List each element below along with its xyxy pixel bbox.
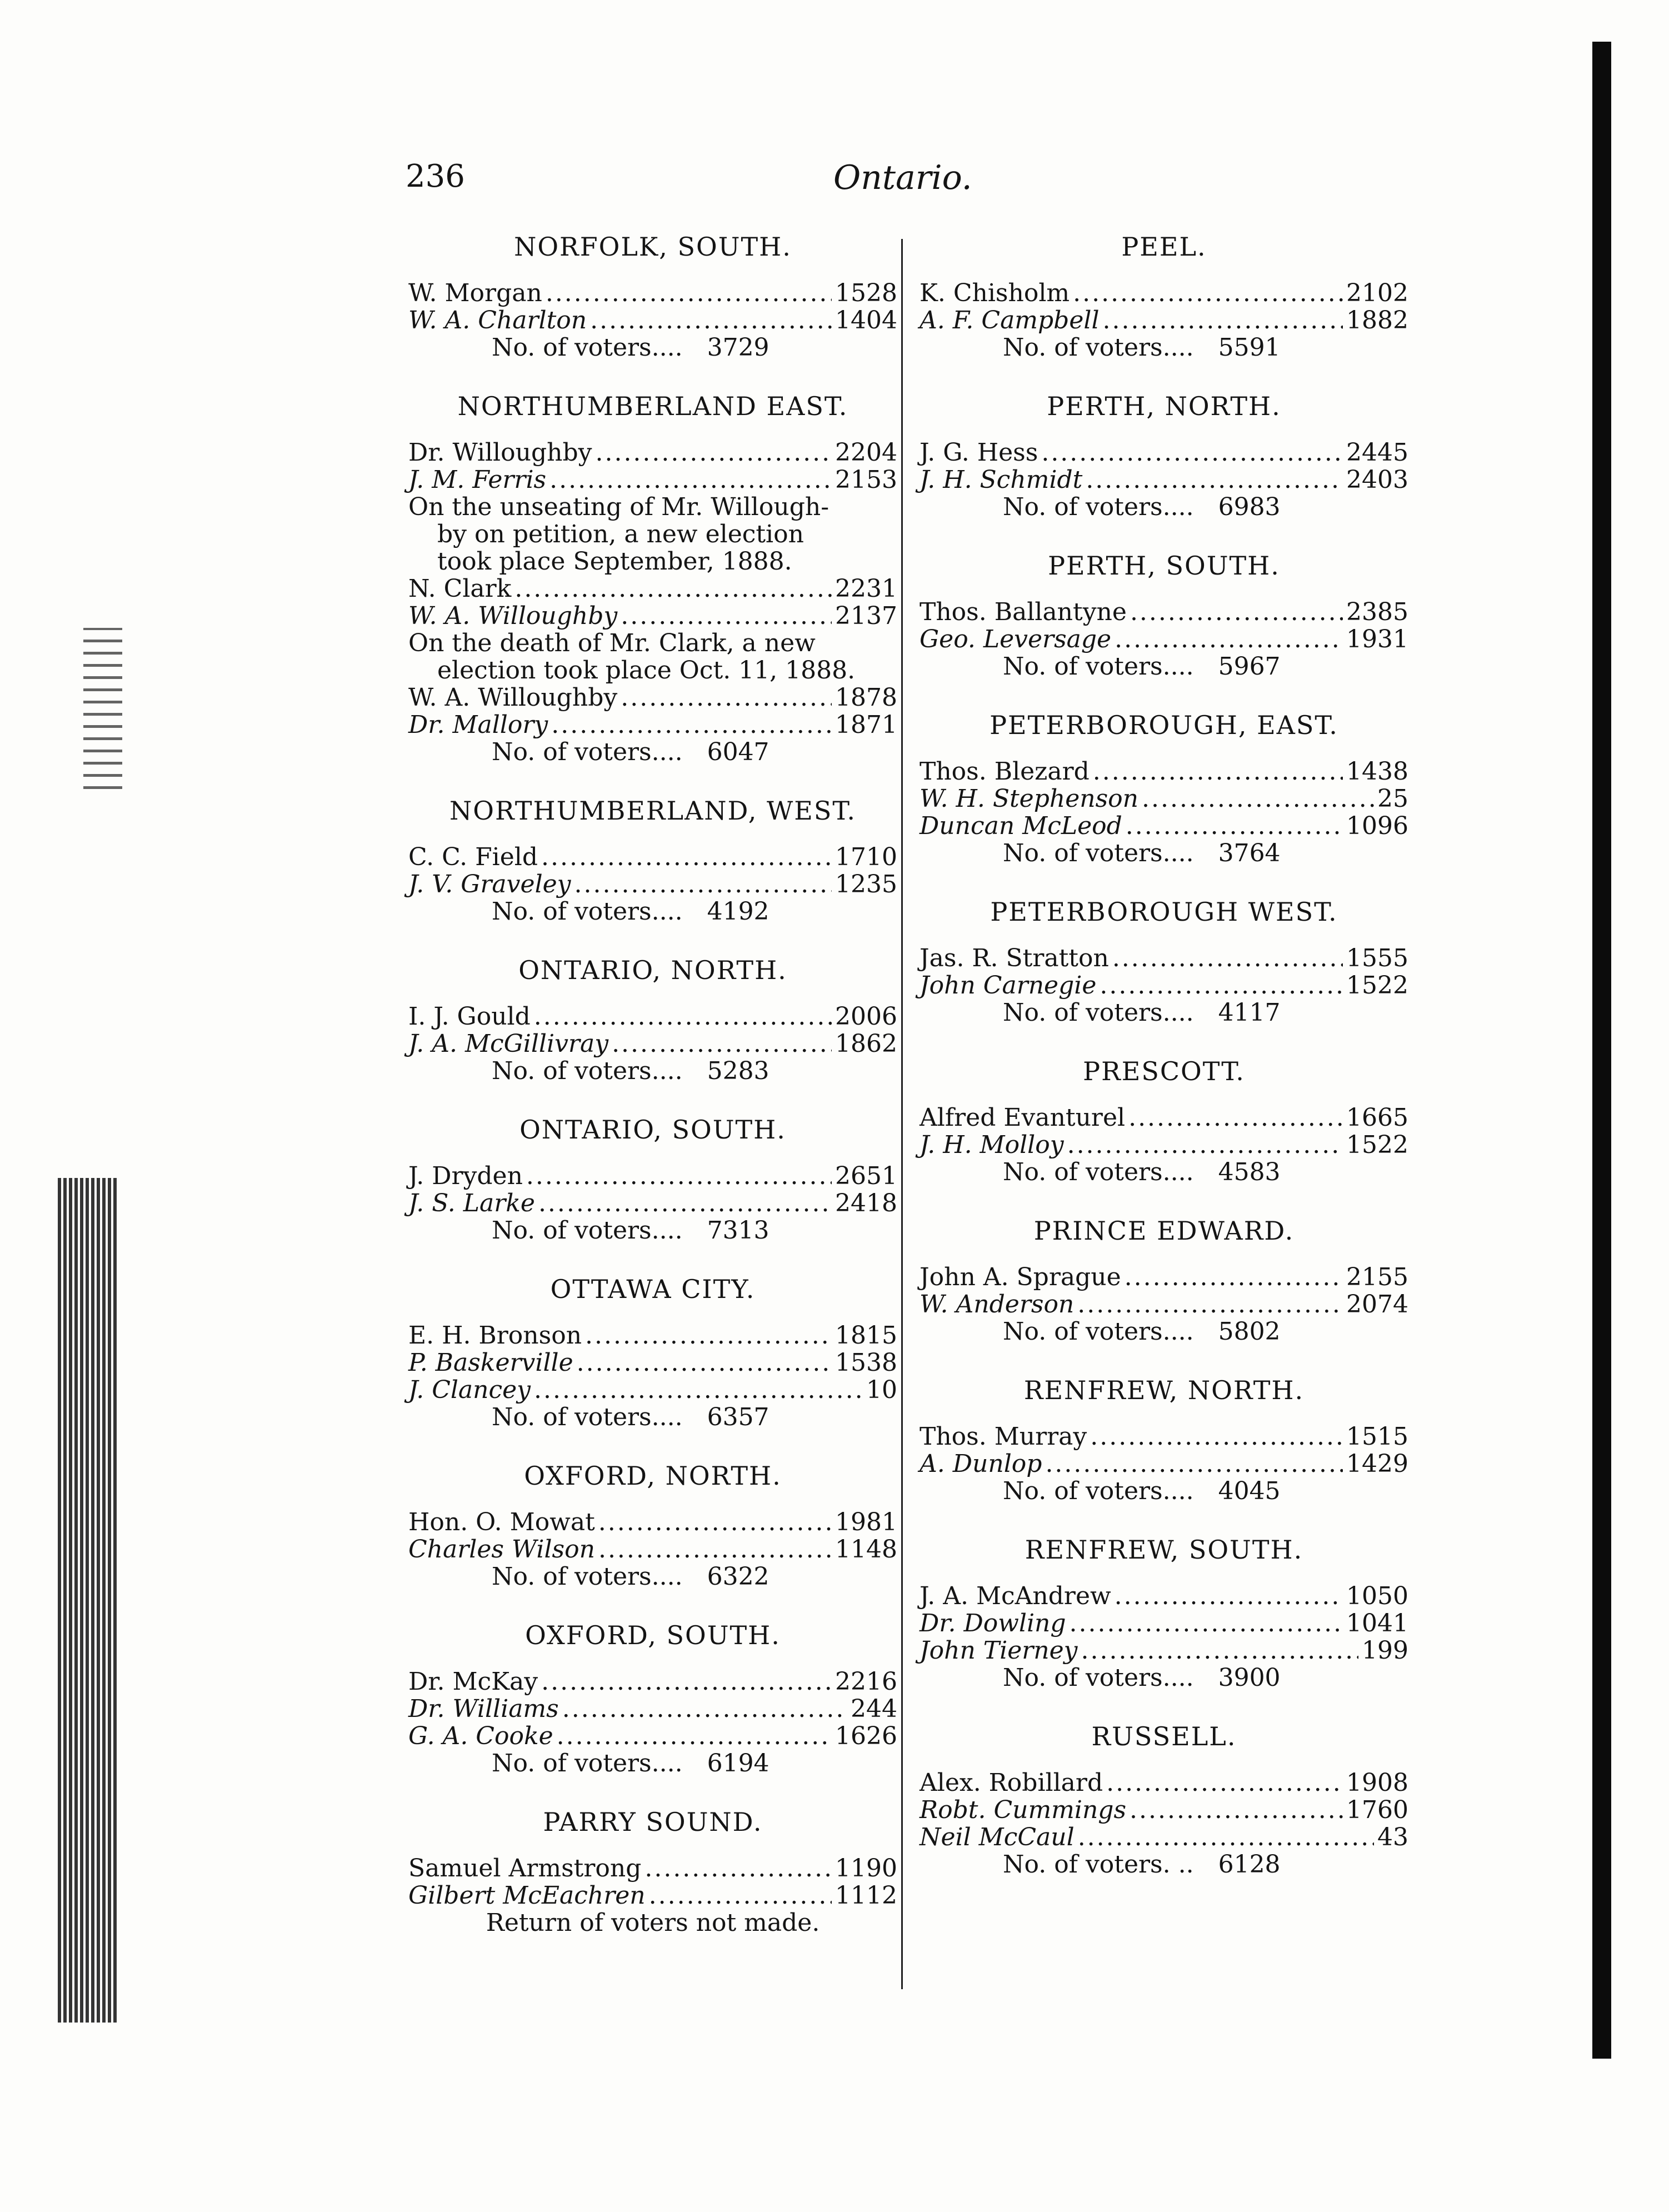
district-heading: NORTHUMBERLAND EAST. <box>457 391 848 421</box>
candidate-row <box>408 1030 897 1057</box>
voters-count: 7313 <box>707 1216 769 1245</box>
dot-leader <box>1078 1824 1374 1851</box>
candidate-name: Jas. R. Stratton <box>920 944 1109 972</box>
voters-total <box>920 1477 1408 1505</box>
candidate-name: J. V. Graveley <box>408 870 571 898</box>
candidate-row <box>920 1131 1408 1159</box>
candidate-name: W. A. Charlton <box>408 306 587 334</box>
district-ottawa-city <box>408 1273 897 1460</box>
vote-count: 1871 <box>835 711 897 739</box>
voters-total <box>408 1217 897 1244</box>
voters-total <box>408 1404 897 1431</box>
district-prescott <box>920 1055 1408 1215</box>
voters-total <box>920 1318 1408 1345</box>
candidate-name: Dr. Dowling <box>920 1609 1066 1637</box>
dot-leader <box>1112 945 1343 972</box>
candidate-name: W. Anderson <box>920 1290 1075 1319</box>
voters-label: No. of voters.... <box>1003 1317 1194 1346</box>
vote-count: 1528 <box>835 279 897 307</box>
district-heading: RENFREW, NORTH. <box>1023 1375 1305 1405</box>
candidate-row <box>408 871 897 898</box>
dot-leader <box>1093 758 1343 785</box>
voters-total <box>920 493 1408 521</box>
voters-total <box>920 1851 1408 1878</box>
dot-leader <box>1073 279 1343 307</box>
scan-marks-artifact <box>83 628 122 789</box>
dot-leader <box>649 1882 832 1909</box>
district-ontario-south <box>408 1114 897 1273</box>
dot-leader <box>595 439 832 466</box>
candidate-name: W. A. Willoughby <box>408 602 618 630</box>
vote-count: 1515 <box>1346 1422 1408 1451</box>
candidate-row <box>408 1855 897 1882</box>
dot-leader <box>1086 466 1343 493</box>
voters-total <box>408 1057 897 1085</box>
dot-leader <box>1125 1264 1343 1291</box>
candidate-row <box>408 1536 897 1563</box>
voters-label: No. of voters. .. <box>1003 1850 1194 1879</box>
candidate-row <box>920 1450 1408 1477</box>
candidate-name: Duncan McLeod <box>920 812 1122 840</box>
dot-leader <box>598 1509 832 1536</box>
candidate-row <box>408 1349 897 1376</box>
candidate-row <box>920 1610 1408 1637</box>
district-northumberland-east <box>408 390 897 795</box>
candidate-name: A. Dunlop <box>920 1450 1042 1478</box>
candidate-name: J. A. McAndrew <box>920 1582 1111 1610</box>
voters-total <box>920 1159 1408 1186</box>
candidate-row <box>408 711 897 738</box>
candidate-row <box>408 843 897 871</box>
candidate-name: Robt. Cummings <box>920 1796 1127 1824</box>
voters-total <box>920 999 1408 1026</box>
dot-leader <box>577 1349 832 1376</box>
dot-leader <box>1115 626 1343 653</box>
candidate-row <box>408 1003 897 1030</box>
vote-count: 1522 <box>1346 971 1408 1000</box>
vote-count: 1878 <box>835 683 897 712</box>
voters-count: 6983 <box>1218 493 1281 521</box>
candidate-name: W. A. Willoughby <box>408 683 618 712</box>
voters-label: No. of voters.... <box>492 333 683 362</box>
candidate-name: Dr. Mallory <box>408 711 548 739</box>
candidate-row <box>920 1423 1408 1450</box>
district-prince-edward <box>920 1215 1408 1374</box>
candidate-name: N. Clark <box>408 575 512 603</box>
vote-count: 2153 <box>835 466 897 494</box>
vote-count: 1041 <box>1346 1609 1408 1637</box>
district-heading: PEEL. <box>1121 232 1207 262</box>
district-heading: OXFORD, NORTH. <box>524 1461 782 1491</box>
vote-count: 1665 <box>1346 1103 1408 1132</box>
candidate-row <box>408 1722 897 1750</box>
voters-count: 3764 <box>1218 839 1281 867</box>
dot-leader <box>598 1536 832 1563</box>
voters-label: No. of voters.... <box>492 738 683 766</box>
vote-count: 1050 <box>1346 1582 1408 1610</box>
voters-total <box>408 898 897 925</box>
dot-leader <box>574 871 832 898</box>
vote-count: 1522 <box>1346 1131 1408 1159</box>
dot-leader <box>1142 785 1374 812</box>
candidate-row <box>920 466 1408 493</box>
candidate-row <box>920 1104 1408 1131</box>
candidate-row <box>408 1322 897 1349</box>
dot-leader <box>1067 1131 1343 1159</box>
candidate-row <box>920 598 1408 626</box>
district-parry-sound <box>408 1806 897 1965</box>
voters-label: No. of voters.... <box>1003 998 1194 1027</box>
voters-label: No. of voters.... <box>1003 333 1194 362</box>
vote-count: 1404 <box>835 306 897 334</box>
vote-count: 199 <box>1362 1636 1408 1665</box>
voters-label: No. of voters.... <box>1003 839 1194 867</box>
candidate-name: J. H. Molloy <box>920 1131 1064 1159</box>
scan-edge-artifact <box>58 1178 119 2023</box>
district-russell <box>920 1720 1408 1907</box>
candidate-name: J. M. Ferris <box>408 466 547 494</box>
dot-leader <box>546 279 832 307</box>
page-header <box>406 158 972 203</box>
voters-total <box>408 1750 897 1777</box>
candidate-row <box>408 575 897 602</box>
district-ontario-north <box>408 954 897 1114</box>
voters-total <box>408 1563 897 1590</box>
voters-total <box>920 1664 1408 1691</box>
candidate-row <box>920 1796 1408 1824</box>
candidate-name: Alfred Evanturel <box>920 1103 1126 1132</box>
district-heading: PRINCE EDWARD. <box>1033 1216 1295 1246</box>
voters-count: 5802 <box>1218 1317 1281 1346</box>
district-heading: ONTARIO, SOUTH. <box>519 1115 786 1145</box>
candidate-name: W. H. Stephenson <box>920 785 1139 813</box>
candidate-name: J. A. McGillivray <box>408 1030 609 1058</box>
voters-label: No. of voters.... <box>492 1562 683 1591</box>
dot-leader <box>551 711 832 738</box>
dot-leader <box>590 307 832 334</box>
voters-count: 4045 <box>1218 1477 1281 1505</box>
vote-count: 1882 <box>1346 306 1408 334</box>
candidate-name: Thos. Ballantyne <box>920 598 1127 626</box>
vote-count: 2102 <box>1346 279 1408 307</box>
district-perth-south <box>920 550 1408 709</box>
vote-count: 2155 <box>1346 1263 1408 1291</box>
district-heading: NORTHUMBERLAND, WEST. <box>449 796 856 826</box>
candidate-row <box>920 1291 1408 1318</box>
dot-leader <box>621 684 832 711</box>
candidate-row <box>920 439 1408 466</box>
voters-label: No. of voters.... <box>1003 1664 1194 1692</box>
vote-count: 1148 <box>835 1535 897 1564</box>
dot-leader <box>585 1322 832 1349</box>
vote-count: 2231 <box>835 575 897 603</box>
election-note: On the unseating of Mr. Willough- <box>408 493 829 521</box>
district-heading: ONTARIO, NORTH. <box>518 955 787 985</box>
voters-label: No. of voters.... <box>492 1216 683 1245</box>
vote-count: 2445 <box>1346 438 1408 467</box>
dot-leader <box>538 1190 832 1217</box>
candidate-row <box>408 1695 897 1722</box>
candidate-row <box>920 1824 1408 1851</box>
dot-leader <box>612 1030 832 1057</box>
vote-count: 2418 <box>835 1189 897 1217</box>
district-heading: PERTH, NORTH. <box>1047 391 1281 421</box>
candidate-name: Dr. McKay <box>408 1667 538 1696</box>
vote-count: 2137 <box>835 602 897 630</box>
candidate-name: Gilbert McEachren <box>408 1881 646 1910</box>
candidate-row <box>920 307 1408 334</box>
candidate-name: J. Dryden <box>408 1162 523 1190</box>
dot-leader <box>1081 1637 1358 1664</box>
vote-count: 1626 <box>835 1722 897 1750</box>
voters-label: No. of voters.... <box>1003 1158 1194 1186</box>
candidate-row <box>920 945 1408 972</box>
dot-leader <box>1130 598 1343 626</box>
district-heading: PETERBOROUGH, EAST. <box>990 710 1338 740</box>
vote-count: 1931 <box>1346 625 1408 653</box>
vote-count: 1429 <box>1346 1450 1408 1478</box>
voters-count: 5591 <box>1218 333 1281 362</box>
dot-leader <box>534 1376 863 1404</box>
left-column <box>408 231 897 1965</box>
candidate-row <box>408 1668 897 1695</box>
candidate-name: Thos. Blezard <box>920 757 1090 786</box>
district-peterborough-east <box>920 709 1408 896</box>
dot-leader <box>1100 972 1343 999</box>
candidate-row <box>920 1264 1408 1291</box>
dot-leader <box>1126 812 1343 840</box>
candidate-name: Charles Wilson <box>408 1535 595 1564</box>
vote-count: 1908 <box>1346 1769 1408 1797</box>
candidate-row <box>920 1769 1408 1796</box>
dot-leader <box>1045 1450 1343 1477</box>
voters-label: No. of voters.... <box>492 1749 683 1777</box>
vote-count: 2216 <box>835 1667 897 1696</box>
vote-count: 1538 <box>835 1349 897 1377</box>
voters-count: 6322 <box>707 1562 769 1591</box>
vote-count: 1815 <box>835 1321 897 1350</box>
district-heading: NORFOLK, SOUTH. <box>514 232 792 262</box>
candidate-row <box>920 785 1408 812</box>
vote-count: 2204 <box>835 438 897 467</box>
vote-count: 2385 <box>1346 598 1408 626</box>
vote-count: 244 <box>851 1695 897 1723</box>
candidate-name: John Carnegie <box>920 971 1097 1000</box>
candidate-name: J. H. Schmidt <box>920 466 1083 494</box>
district-heading: RENFREW, SOUTH. <box>1025 1535 1303 1565</box>
dot-leader <box>1070 1610 1343 1637</box>
vote-count: 43 <box>1377 1823 1408 1851</box>
vote-count: 1112 <box>835 1881 897 1910</box>
district-oxford-south <box>408 1619 897 1806</box>
voters-count: 4583 <box>1218 1158 1281 1186</box>
district-peel <box>920 231 1408 390</box>
voters-total <box>920 334 1408 361</box>
candidate-row <box>408 466 897 493</box>
district-oxford-north <box>408 1460 897 1619</box>
candidate-row <box>408 307 897 334</box>
candidate-row <box>408 1509 897 1536</box>
candidate-name: John Tierney <box>920 1636 1078 1665</box>
vote-count: 1555 <box>1346 944 1408 972</box>
dot-leader <box>1041 439 1343 466</box>
candidate-name: A. F. Campbell <box>920 306 1100 334</box>
election-note: by on petition, a new election <box>437 520 804 548</box>
dot-leader <box>1090 1423 1343 1450</box>
vote-count: 25 <box>1377 785 1408 813</box>
candidate-name: C. C. Field <box>408 843 538 871</box>
candidate-name: Dr. Willoughby <box>408 438 592 467</box>
district-heading: PRESCOTT. <box>1083 1056 1245 1086</box>
candidate-name: W. Morgan <box>408 279 542 307</box>
candidate-name: Thos. Murray <box>920 1422 1087 1451</box>
candidate-name: G. A. Cooke <box>408 1722 553 1750</box>
district-heading: RUSSELL. <box>1091 1721 1237 1751</box>
voters-total <box>408 738 897 766</box>
candidate-name: Geo. Leversage <box>920 625 1112 653</box>
page-edge-bar <box>1592 42 1611 2059</box>
candidate-row <box>408 1162 897 1190</box>
voters-label: No. of voters.... <box>492 1403 683 1431</box>
vote-count: 2651 <box>835 1162 897 1190</box>
dot-leader <box>549 466 832 493</box>
voters-total <box>920 653 1408 680</box>
district-heading: PARRY SOUND. <box>543 1807 763 1837</box>
voters-total <box>408 334 897 361</box>
voters-count: 3900 <box>1218 1664 1281 1692</box>
dot-leader <box>541 1668 832 1695</box>
district-renfrew-north <box>920 1374 1408 1534</box>
voters-count: 6194 <box>707 1749 769 1777</box>
vote-count: 2074 <box>1346 1290 1408 1319</box>
dot-leader <box>1130 1796 1343 1824</box>
dot-leader <box>514 575 832 602</box>
candidate-name: Hon. O. Mowat <box>408 1508 595 1536</box>
candidate-row <box>920 812 1408 840</box>
candidate-name: P. Baskerville <box>408 1349 573 1377</box>
vote-count: 1190 <box>835 1854 897 1883</box>
voters-count: 3729 <box>707 333 769 362</box>
dot-leader <box>526 1162 832 1190</box>
voters-label: No. of voters.... <box>492 1057 683 1085</box>
district-heading: OTTAWA CITY. <box>550 1274 756 1304</box>
voters-count: 6357 <box>707 1403 769 1431</box>
right-column <box>920 231 1408 1907</box>
candidate-row <box>408 684 897 711</box>
column-rule <box>901 239 903 1989</box>
voters-label: No. of voters.... <box>1003 493 1194 521</box>
candidate-row <box>920 1582 1408 1610</box>
candidate-name: John A. Sprague <box>920 1263 1121 1291</box>
district-heading: PETERBOROUGH WEST. <box>990 897 1338 927</box>
district-norfolk-south <box>408 231 897 390</box>
election-note: election took place Oct. 11, 1888. <box>437 656 856 685</box>
voters-label: No. of voters.... <box>1003 652 1194 681</box>
district-northumberland-west <box>408 795 897 954</box>
candidate-row <box>920 279 1408 307</box>
candidate-row <box>408 1882 897 1909</box>
voters-count: 5283 <box>707 1057 769 1085</box>
candidate-row <box>408 439 897 466</box>
candidate-row <box>408 602 897 630</box>
voters-count: 6128 <box>1218 1850 1281 1879</box>
voters-label: No. of voters.... <box>1003 1477 1194 1505</box>
election-note: On the death of Mr. Clark, a new <box>408 629 816 657</box>
candidate-name: Alex. Robillard <box>920 1769 1103 1797</box>
voters-count: 5967 <box>1218 652 1281 681</box>
vote-count: 2403 <box>1346 466 1408 494</box>
dot-leader <box>621 602 832 630</box>
dot-leader <box>1106 1769 1343 1796</box>
vote-count: 1981 <box>835 1508 897 1536</box>
candidate-row <box>408 279 897 307</box>
candidate-row <box>920 972 1408 999</box>
voters-total <box>920 840 1408 867</box>
candidate-name: Samuel Armstrong <box>408 1854 642 1883</box>
district-perth-north <box>920 390 1408 550</box>
election-note: Return of voters not made. <box>486 1909 820 1937</box>
dot-leader <box>1103 307 1343 334</box>
voters-label: No. of voters.... <box>492 897 683 926</box>
candidate-name: J. G. Hess <box>920 438 1038 467</box>
candidate-name: E. H. Bronson <box>408 1321 582 1350</box>
dot-leader <box>534 1003 832 1030</box>
election-note: took place September, 1888. <box>437 547 792 576</box>
candidate-row <box>408 1376 897 1404</box>
district-peterborough-west <box>920 896 1408 1055</box>
dot-leader <box>1115 1582 1343 1610</box>
dot-leader <box>1128 1104 1343 1131</box>
vote-count: 10 <box>866 1376 897 1404</box>
candidate-name: K. Chisholm <box>920 279 1070 307</box>
candidate-row <box>920 1637 1408 1664</box>
vote-count: 1235 <box>835 870 897 898</box>
vote-count: 1438 <box>1346 757 1408 786</box>
running-head: Ontario. <box>833 158 972 197</box>
vote-count: 2006 <box>835 1002 897 1031</box>
dot-leader <box>557 1722 832 1750</box>
page-number: 236 <box>406 158 465 194</box>
vote-count: 1096 <box>1346 812 1408 840</box>
candidate-name: J. S. Larke <box>408 1189 535 1217</box>
district-heading: PERTH, SOUTH. <box>1048 551 1280 581</box>
candidate-name: Neil McCaul <box>920 1823 1075 1851</box>
vote-count: 1760 <box>1346 1796 1408 1824</box>
voters-count: 4117 <box>1218 998 1281 1027</box>
voters-count: 6047 <box>707 738 769 766</box>
dot-leader <box>562 1695 847 1722</box>
candidate-name: I. J. Gould <box>408 1002 531 1031</box>
voters-count: 4192 <box>707 897 769 926</box>
dot-leader <box>644 1855 832 1882</box>
candidate-row <box>920 626 1408 653</box>
candidate-row <box>920 758 1408 785</box>
district-heading: OXFORD, SOUTH. <box>525 1620 781 1650</box>
district-renfrew-south <box>920 1534 1408 1720</box>
candidate-name: J. Clancey <box>408 1376 531 1404</box>
dot-leader <box>541 843 832 871</box>
candidate-row <box>408 1190 897 1217</box>
vote-count: 1710 <box>835 843 897 871</box>
dot-leader <box>1077 1291 1343 1318</box>
candidate-name: Dr. Williams <box>408 1695 559 1723</box>
vote-count: 1862 <box>835 1030 897 1058</box>
